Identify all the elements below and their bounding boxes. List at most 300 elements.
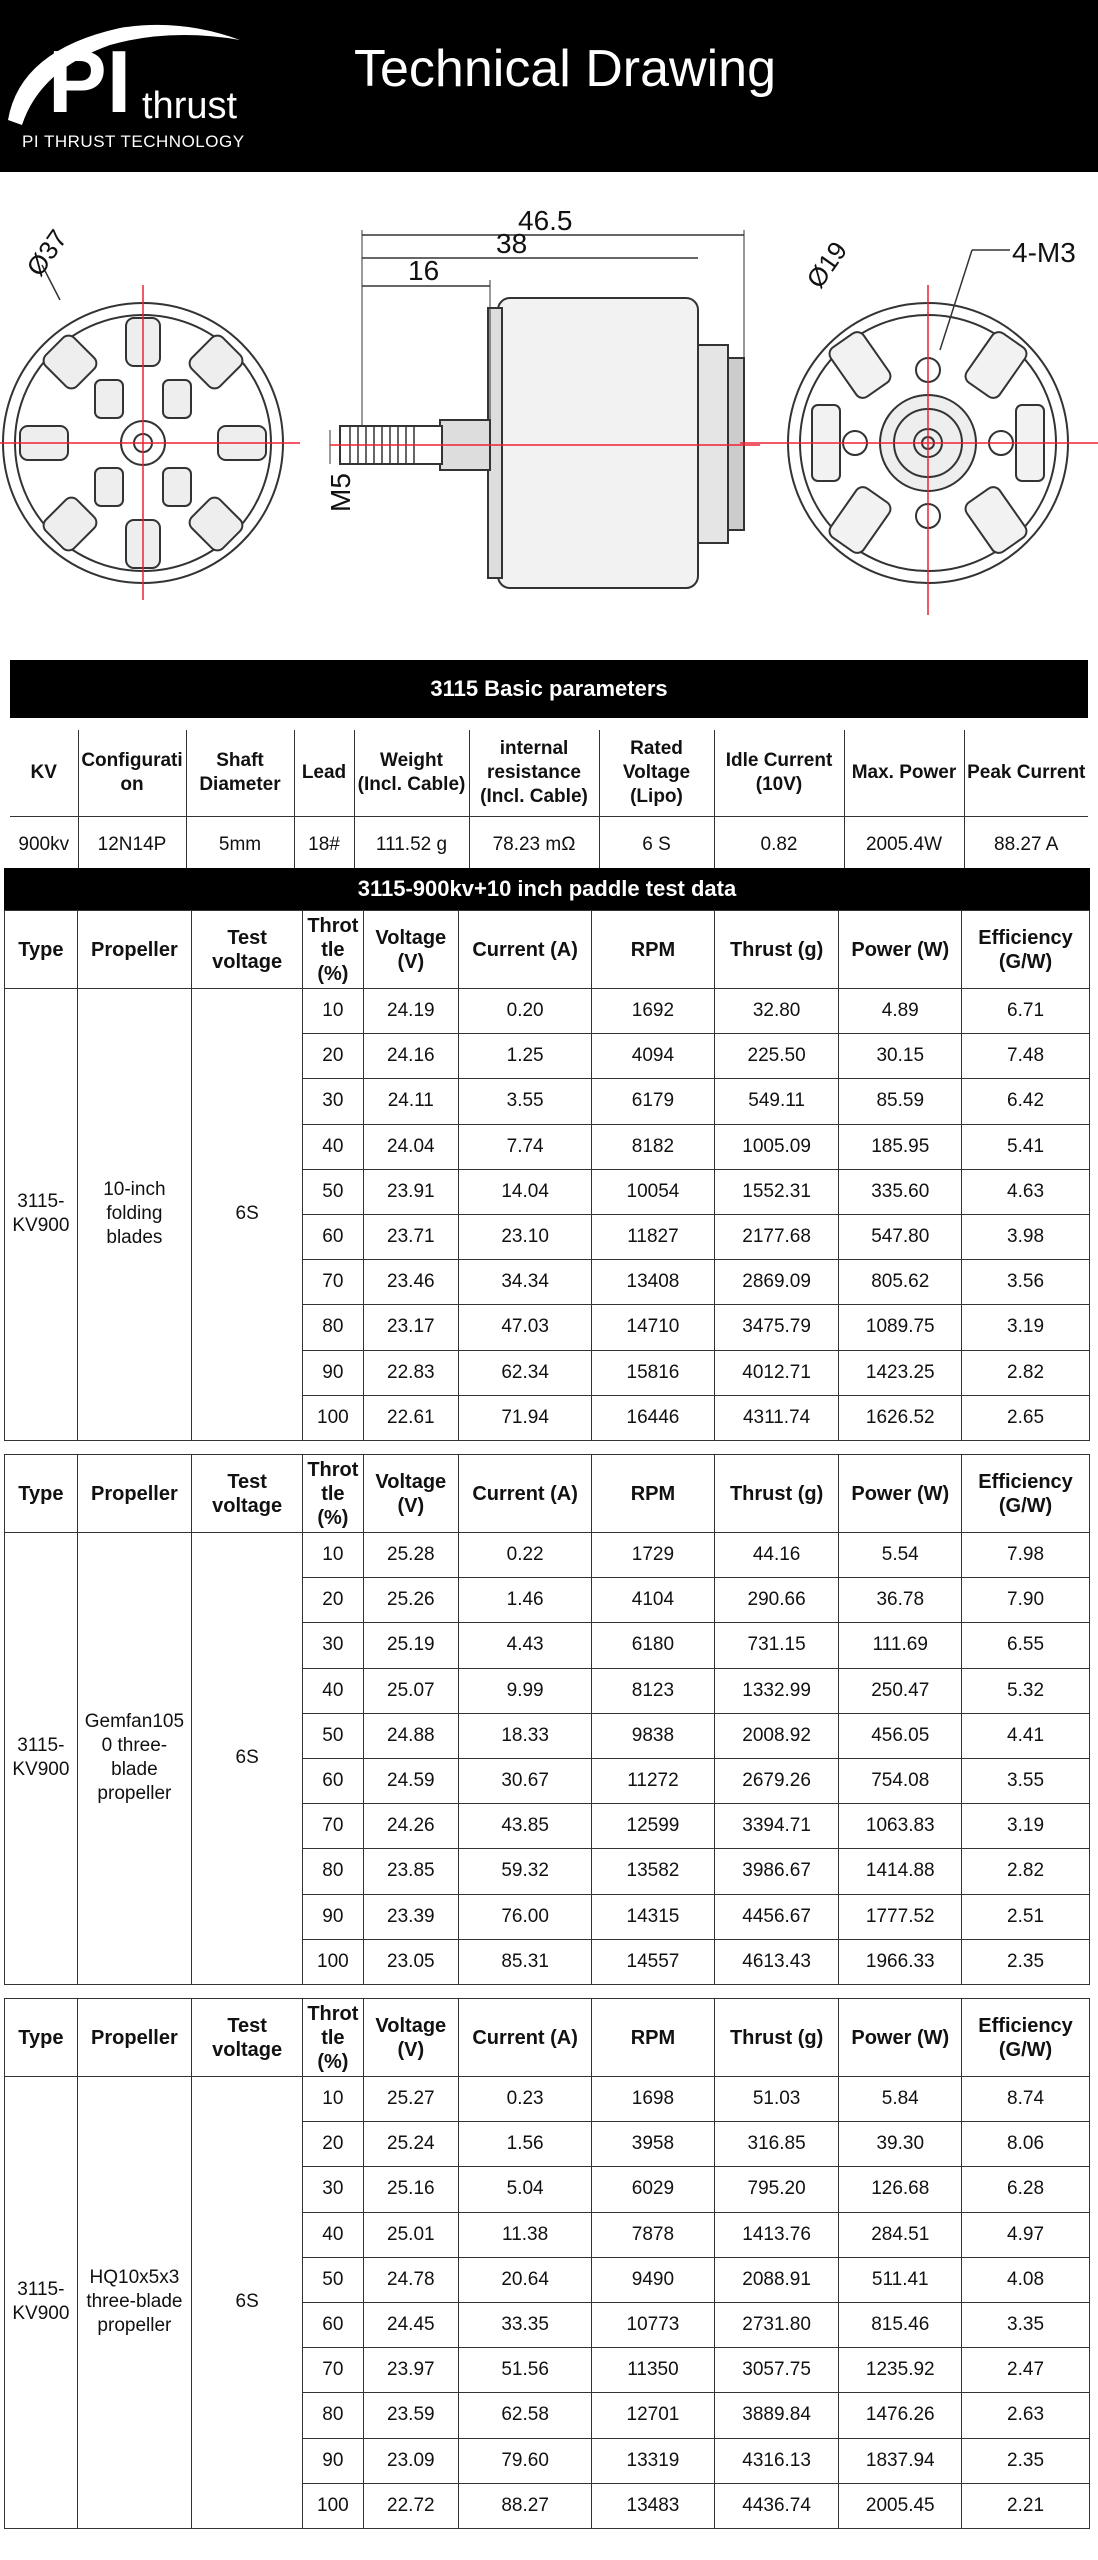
test-value-cell: 1.25 [459,1034,592,1079]
test-value-cell: 23.46 [363,1260,459,1305]
test-value-cell: 1.56 [459,2122,592,2167]
test-value-cell: 23.71 [363,1214,459,1259]
test-value-cell: 79.60 [459,2438,592,2483]
test-value-cell: 815.46 [839,2302,962,2347]
basic-parameters-section [10,660,1088,875]
test-value-cell: 4104 [592,1578,715,1623]
test-value-cell: 70 [303,1260,363,1305]
test-value-cell: 25.19 [363,1623,459,1668]
test-value-cell: 23.91 [363,1169,459,1214]
test-value-cell: 23.85 [363,1849,459,1894]
test-value-cell: 14557 [592,1939,715,1984]
test-value-cell: 185.95 [839,1124,962,1169]
test-value-cell: 40 [303,1668,363,1713]
test-value-cell: 4.89 [839,989,962,1034]
test-value-cell: 2.82 [962,1849,1090,1894]
table-row [5,2077,1090,2122]
basic-header-cell: Lead [294,730,354,816]
test-value-cell: 5.54 [839,1533,962,1578]
test-value-cell: 1414.88 [839,1849,962,1894]
test-table-2 [4,1454,1090,1985]
test-value-cell: 3.35 [962,2302,1090,2347]
test-value-cell: 50 [303,1713,363,1758]
test-value-cell: 0.23 [459,2077,592,2122]
test-value-cell: 2.82 [962,1350,1090,1395]
test-header-cell: Type [5,1455,78,1533]
test-value-cell: 20 [303,2122,363,2167]
test-value-cell: 290.66 [714,1578,839,1623]
test-value-cell: 25.01 [363,2212,459,2257]
basic-parameters-title: 3115 Basic parameters [10,660,1088,718]
test-value-cell: 3.56 [962,1260,1090,1305]
test-value-cell: 5.41 [962,1124,1090,1169]
test-value-cell: 3.19 [962,1305,1090,1350]
test-header-cell: Voltage (V) [363,1999,459,2077]
test-value-cell: 100 [303,1939,363,1984]
test-value-cell: 0.20 [459,989,592,1034]
test-voltage-cell: 6S [192,1533,303,1985]
test-value-cell: 15816 [592,1350,715,1395]
test-value-cell: 13319 [592,2438,715,2483]
test-value-cell: 30 [303,2167,363,2212]
test-value-cell: 2869.09 [714,1260,839,1305]
basic-header-cell: KV [10,730,78,816]
test-value-cell: 23.17 [363,1305,459,1350]
test-value-cell: 23.10 [459,1214,592,1259]
test-header-cell: Current (A) [459,1999,592,2077]
basic-value-row [10,816,1088,874]
test-header-cell: Type [5,911,78,989]
test-value-cell: 47.03 [459,1305,592,1350]
test-value-cell: 6179 [592,1079,715,1124]
test-value-cell: 795.20 [714,2167,839,2212]
test-value-cell: 85.59 [839,1079,962,1124]
diameter-front-label: Ø37 [20,223,74,282]
test-value-cell: 0.22 [459,1533,592,1578]
test-value-cell: 3057.75 [714,2348,839,2393]
test-value-cell: 20 [303,1578,363,1623]
test-value-cell: 4311.74 [714,1395,839,1440]
test-header-cell: RPM [592,911,715,989]
test-value-cell: 24.16 [363,1034,459,1079]
test-table-1 [4,910,1090,1441]
test-value-cell: 23.97 [363,2348,459,2393]
test-value-cell: 80 [303,2393,363,2438]
test-value-cell: 24.04 [363,1124,459,1169]
test-type-cell: 3115-KV900 [5,2077,78,2529]
test-value-cell: 1005.09 [714,1124,839,1169]
basic-header-cell: Rated Voltage (Lipo) [599,730,714,816]
test-value-cell: 36.78 [839,1578,962,1623]
test-value-cell: 80 [303,1305,363,1350]
test-header-cell: Test voltage [192,911,303,989]
test-value-cell: 3.55 [962,1758,1090,1803]
test-value-cell: 11.38 [459,2212,592,2257]
basic-parameters-table [10,730,1088,875]
test-value-cell: 44.16 [714,1533,839,1578]
test-value-cell: 547.80 [839,1214,962,1259]
dim-shaft-label: 16 [408,255,440,286]
test-value-cell: 76.00 [459,1894,592,1939]
test-header-row [5,1455,1090,1533]
test-value-cell: 1476.26 [839,2393,962,2438]
test-header-cell: Thrust (g) [714,1999,839,2077]
test-value-cell: 20.64 [459,2257,592,2302]
test-value-cell: 13483 [592,2483,715,2528]
test-value-cell: 39.30 [839,2122,962,2167]
table-row [5,989,1090,1034]
test-value-cell: 9490 [592,2257,715,2302]
test-value-cell: 126.68 [839,2167,962,2212]
test-propeller-cell: HQ10x5x3 three-blade propeller [77,2077,191,2529]
test-value-cell: 4.43 [459,1623,592,1668]
test-value-cell: 4.41 [962,1713,1090,1758]
test-value-cell: 60 [303,2302,363,2347]
test-value-cell: 1626.52 [839,1395,962,1440]
test-value-cell: 18.33 [459,1713,592,1758]
test-value-cell: 8.06 [962,2122,1090,2167]
test-value-cell: 59.32 [459,1849,592,1894]
test-value-cell: 1413.76 [714,2212,839,2257]
basic-header-cell: Idle Current (10V) [714,730,844,816]
test-value-cell: 5.32 [962,1668,1090,1713]
test-value-cell: 3.19 [962,1804,1090,1849]
dim-body-label: 38 [496,228,528,259]
test-value-cell: 90 [303,1350,363,1395]
test-value-cell: 7.74 [459,1124,592,1169]
test-value-cell: 4456.67 [714,1894,839,1939]
test-value-cell: 22.61 [363,1395,459,1440]
test-value-cell: 3889.84 [714,2393,839,2438]
test-value-cell: 22.83 [363,1350,459,1395]
test-value-cell: 11827 [592,1214,715,1259]
test-value-cell: 1552.31 [714,1169,839,1214]
test-type-cell: 3115-KV900 [5,989,78,1441]
screw-label: 4-M3 [1012,237,1076,268]
test-value-cell: 335.60 [839,1169,962,1214]
test-value-cell: 3394.71 [714,1804,839,1849]
test-value-cell: 24.11 [363,1079,459,1124]
test-value-cell: 24.26 [363,1804,459,1849]
test-value-cell: 2.35 [962,1939,1090,1984]
test-voltage-cell: 6S [192,2077,303,2529]
test-value-cell: 71.94 [459,1395,592,1440]
motor-side-view [330,230,744,588]
basic-value-cell: 18# [294,816,354,874]
test-value-cell: 4613.43 [714,1939,839,1984]
test-value-cell: 2.63 [962,2393,1090,2438]
test-value-cell: 25.16 [363,2167,459,2212]
dim-total-label: 46.5 [518,205,573,236]
header-banner [0,0,1098,172]
test-value-cell: 60 [303,1758,363,1803]
test-header-cell: Throttle (%) [303,1999,363,2077]
basic-header-cell: internal resistance (Incl. Cable) [469,730,599,816]
test-value-cell: 14.04 [459,1169,592,1214]
test-value-cell: 50 [303,1169,363,1214]
basic-value-cell: 900kv [10,816,78,874]
basic-header-cell: Configuration [78,730,186,816]
test-value-cell: 24.45 [363,2302,459,2347]
test-value-cell: 11350 [592,2348,715,2393]
test-header-cell: Power (W) [839,911,962,989]
test-header-cell: Throttle (%) [303,911,363,989]
basic-header-cell: Shaft Diameter [186,730,294,816]
test-value-cell: 10773 [592,2302,715,2347]
test-header-cell: Propeller [77,911,191,989]
test-header-cell: Current (A) [459,1455,592,1533]
test-value-cell: 3986.67 [714,1849,839,1894]
technical-drawing [0,190,1098,650]
test-value-cell: 3958 [592,2122,715,2167]
test-value-cell: 2005.45 [839,2483,962,2528]
test-value-cell: 1698 [592,2077,715,2122]
basic-value-cell: 88.27 A [964,816,1088,874]
test-header-cell: Power (W) [839,1455,962,1533]
test-value-cell: 3.55 [459,1079,592,1124]
test-value-cell: 7.48 [962,1034,1090,1079]
test-value-cell: 90 [303,1894,363,1939]
test-value-cell: 2008.92 [714,1713,839,1758]
test-value-cell: 6180 [592,1623,715,1668]
test-value-cell: 284.51 [839,2212,962,2257]
svg-text:thrust: thrust [142,85,238,127]
test-value-cell: 33.35 [459,2302,592,2347]
test-value-cell: 5.84 [839,2077,962,2122]
test-value-cell: 2.65 [962,1395,1090,1440]
test-value-cell: 13408 [592,1260,715,1305]
basic-header-cell: Weight (Incl. Cable) [354,730,469,816]
test-header-row [5,911,1090,989]
test-value-cell: 316.85 [714,2122,839,2167]
table-row [5,1533,1090,1578]
test-data-table [4,1998,1090,2529]
diameter-back-label: Ø19 [800,235,854,294]
basic-value-cell: 78.23 mΩ [469,816,599,874]
test-value-cell: 13582 [592,1849,715,1894]
test-value-cell: 6.71 [962,989,1090,1034]
test-propeller-cell: Gemfan1050 three-blade propeller [77,1533,191,1985]
test-value-cell: 9838 [592,1713,715,1758]
test-type-cell: 3115-KV900 [5,1533,78,1985]
test-value-cell: 4.08 [962,2257,1090,2302]
test-value-cell: 20 [303,1034,363,1079]
test-value-cell: 2.21 [962,2483,1090,2528]
test-value-cell: 30.15 [839,1034,962,1079]
test-value-cell: 2177.68 [714,1214,839,1259]
test-value-cell: 25.07 [363,1668,459,1713]
test-value-cell: 32.80 [714,989,839,1034]
test-value-cell: 23.39 [363,1894,459,1939]
brand-subtitle: PI THRUST TECHNOLOGY [22,132,245,151]
test-header-cell: Propeller [77,1455,191,1533]
basic-header-row [10,730,1088,816]
test-header-row [5,1999,1090,2077]
test-header-cell: Power (W) [839,1999,962,2077]
test-value-cell: 5.04 [459,2167,592,2212]
test-value-cell: 50 [303,2257,363,2302]
test-value-cell: 7878 [592,2212,715,2257]
test-value-cell: 6029 [592,2167,715,2212]
test-value-cell: 25.26 [363,1578,459,1623]
test-value-cell: 85.31 [459,1939,592,1984]
test-value-cell: 25.27 [363,2077,459,2122]
test-value-cell: 8.74 [962,2077,1090,2122]
test-value-cell: 12701 [592,2393,715,2438]
test-data-table [4,910,1090,1441]
test-value-cell: 2088.91 [714,2257,839,2302]
test-value-cell: 7.98 [962,1533,1090,1578]
test-header-cell: Thrust (g) [714,911,839,989]
test-value-cell: 549.11 [714,1079,839,1124]
basic-value-cell: 5mm [186,816,294,874]
page-title: Technical Drawing [354,40,776,98]
test-header-cell: Voltage (V) [363,1455,459,1533]
test-header-cell: RPM [592,1455,715,1533]
test-value-cell: 30.67 [459,1758,592,1803]
test-header-cell: Efficiency (G/W) [962,1455,1090,1533]
test-voltage-cell: 6S [192,989,303,1441]
test-header-cell: Voltage (V) [363,911,459,989]
test-value-cell: 8123 [592,1668,715,1713]
test-value-cell: 1966.33 [839,1939,962,1984]
test-value-cell: 1235.92 [839,2348,962,2393]
test-value-cell: 511.41 [839,2257,962,2302]
svg-text:PI: PI [48,32,132,131]
test-value-cell: 43.85 [459,1804,592,1849]
test-value-cell: 23.59 [363,2393,459,2438]
test-value-cell: 25.28 [363,1533,459,1578]
test-value-cell: 88.27 [459,2483,592,2528]
test-header-cell: Current (A) [459,911,592,989]
test-value-cell: 14710 [592,1305,715,1350]
test-value-cell: 34.34 [459,1260,592,1305]
test-header-cell: Efficiency (G/W) [962,1999,1090,2077]
test-header-cell: Propeller [77,1999,191,2077]
test-value-cell: 4316.13 [714,2438,839,2483]
test-value-cell: 60 [303,1214,363,1259]
test-value-cell: 23.09 [363,2438,459,2483]
test-value-cell: 80 [303,1849,363,1894]
test-value-cell: 12599 [592,1804,715,1849]
test-value-cell: 22.72 [363,2483,459,2528]
test-value-cell: 24.19 [363,989,459,1034]
test-value-cell: 25.24 [363,2122,459,2167]
test-value-cell: 1692 [592,989,715,1034]
test-value-cell: 2.51 [962,1894,1090,1939]
test-value-cell: 1089.75 [839,1305,962,1350]
test-value-cell: 111.69 [839,1623,962,1668]
test-value-cell: 3.98 [962,1214,1090,1259]
test-value-cell: 6.42 [962,1079,1090,1124]
test-value-cell: 62.34 [459,1350,592,1395]
test-value-cell: 90 [303,2438,363,2483]
test-value-cell: 100 [303,2483,363,2528]
test-value-cell: 9.99 [459,1668,592,1713]
test-header-cell: RPM [592,1999,715,2077]
test-value-cell: 10 [303,989,363,1034]
test-value-cell: 24.59 [363,1758,459,1803]
test-value-cell: 250.47 [839,1668,962,1713]
test-value-cell: 11272 [592,1758,715,1803]
basic-value-cell: 111.52 g [354,816,469,874]
basic-header-cell: Max. Power [844,730,964,816]
test-header-cell: Efficiency (G/W) [962,911,1090,989]
basic-value-cell: 6 S [599,816,714,874]
test-data-title: 3115-900kv+10 inch paddle test data [4,868,1090,910]
test-value-cell: 30 [303,1079,363,1124]
test-value-cell: 40 [303,2212,363,2257]
test-value-cell: 23.05 [363,1939,459,1984]
test-value-cell: 1063.83 [839,1804,962,1849]
test-data-table [4,1454,1090,1985]
test-value-cell: 456.05 [839,1713,962,1758]
test-value-cell: 2.35 [962,2438,1090,2483]
test-value-cell: 805.62 [839,1260,962,1305]
test-data-section [4,868,1090,910]
test-value-cell: 51.56 [459,2348,592,2393]
basic-value-cell: 2005.4W [844,816,964,874]
basic-value-cell: 12N14P [78,816,186,874]
test-value-cell: 4.97 [962,2212,1090,2257]
test-header-cell: Throttle (%) [303,1455,363,1533]
test-propeller-cell: 10-inch folding blades [77,989,191,1441]
test-value-cell: 3475.79 [714,1305,839,1350]
test-value-cell: 4.63 [962,1169,1090,1214]
test-value-cell: 30 [303,1623,363,1668]
test-value-cell: 1837.94 [839,2438,962,2483]
test-value-cell: 2731.80 [714,2302,839,2347]
test-table-3 [4,1998,1090,2529]
test-value-cell: 225.50 [714,1034,839,1079]
test-value-cell: 70 [303,2348,363,2393]
test-value-cell: 7.90 [962,1578,1090,1623]
test-value-cell: 2679.26 [714,1758,839,1803]
test-header-cell: Type [5,1999,78,2077]
test-value-cell: 16446 [592,1395,715,1440]
test-value-cell: 40 [303,1124,363,1169]
test-value-cell: 6.55 [962,1623,1090,1668]
test-value-cell: 1.46 [459,1578,592,1623]
test-value-cell: 24.78 [363,2257,459,2302]
test-value-cell: 14315 [592,1894,715,1939]
test-value-cell: 1332.99 [714,1668,839,1713]
test-value-cell: 100 [303,1395,363,1440]
shaft-thread-label: M5 [325,473,356,512]
test-value-cell: 1777.52 [839,1894,962,1939]
test-value-cell: 51.03 [714,2077,839,2122]
test-value-cell: 6.28 [962,2167,1090,2212]
test-value-cell: 4094 [592,1034,715,1079]
test-value-cell: 10 [303,2077,363,2122]
test-value-cell: 70 [303,1804,363,1849]
test-value-cell: 2.47 [962,2348,1090,2393]
test-header-cell: Thrust (g) [714,1455,839,1533]
test-value-cell: 4012.71 [714,1350,839,1395]
test-value-cell: 754.08 [839,1758,962,1803]
test-value-cell: 62.58 [459,2393,592,2438]
test-value-cell: 24.88 [363,1713,459,1758]
test-value-cell: 1423.25 [839,1350,962,1395]
test-value-cell: 8182 [592,1124,715,1169]
basic-header-cell: Peak Current [964,730,1088,816]
test-value-cell: 1729 [592,1533,715,1578]
basic-value-cell: 0.82 [714,816,844,874]
test-value-cell: 10054 [592,1169,715,1214]
test-value-cell: 731.15 [714,1623,839,1668]
test-value-cell: 4436.74 [714,2483,839,2528]
test-header-cell: Test voltage [192,1455,303,1533]
